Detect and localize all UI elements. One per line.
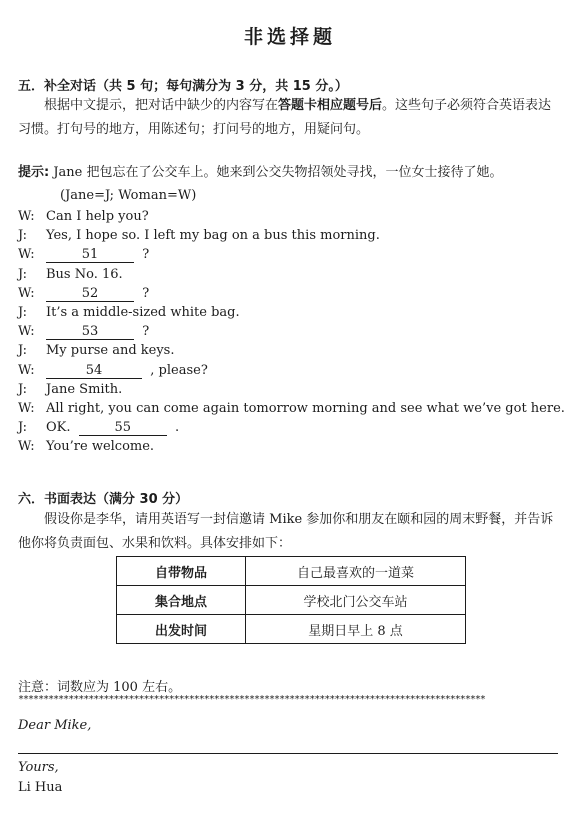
- table-row: [117, 557, 466, 586]
- word-count-note: 注意：词数应为 100 左右。: [18, 680, 182, 695]
- speaker-label: J:: [18, 420, 28, 436]
- dialogue-text: Yes, I hope so. I left my bag on a bus this morning.: [46, 228, 380, 244]
- section-5-heading: 五．补全对话（共 5 句；每句满分为 3 分，共 15 分。）: [18, 79, 348, 94]
- dialogue-line: [18, 341, 564, 361]
- line-ending: ?: [142, 324, 150, 340]
- answer-blank[interactable]: 54: [46, 363, 142, 379]
- dialogue-line: [18, 437, 564, 457]
- table-detail-cell: 自己最喜欢的一道菜: [246, 557, 466, 586]
- speaker-label: W:: [18, 247, 35, 263]
- dialogue-line: [18, 418, 564, 438]
- dialogue-line: [18, 226, 564, 246]
- line-ending: , please?: [150, 362, 208, 378]
- hint-label: 提示:: [18, 165, 50, 180]
- dialogue-text: Bus No. 16.: [46, 266, 123, 282]
- arrangement-table: [116, 556, 466, 644]
- speaker-label: J:: [18, 305, 28, 320]
- letter-salutation: Dear Mike,: [18, 718, 92, 733]
- table-detail-cell: 星期日早上 8 点: [246, 615, 466, 644]
- instruction-text-end: 。这些句子必须符合英语表达习惯。打句号的地方，用陈述句；打问号的地方，用疑问句。: [18, 98, 552, 137]
- answer-blank[interactable]: 52: [46, 286, 134, 302]
- section-6-instruction: 假设你是李华，请用英语写一封信邀请 Mike 参加你和朋友在颐和园的周末野餐，并告诉他你将负责面包、水果和饮料。具体安排如下：: [18, 512, 554, 551]
- letter-signature: Li Hua: [18, 780, 63, 795]
- dialogue-line: [18, 265, 564, 285]
- answer-blank[interactable]: 51: [46, 247, 134, 263]
- dialogue-line: [18, 284, 564, 304]
- writing-line: [18, 753, 558, 754]
- dialogue-text: My purse and keys.: [46, 343, 175, 359]
- speaker-label: W:: [18, 401, 35, 416]
- speaker-label: J:: [18, 228, 28, 244]
- speaker-label: W:: [18, 439, 35, 455]
- speaker-label: W:: [18, 324, 35, 340]
- dialogue-text: It’s a middle-sized white bag.: [46, 305, 240, 320]
- section-6-heading: 六．书面表达（满分 30 分）: [18, 492, 189, 507]
- speaker-label: J:: [18, 381, 28, 397]
- speaker-label: J:: [18, 343, 28, 359]
- dialogue-line: [18, 361, 564, 381]
- line-ending: ?: [142, 247, 150, 263]
- speaker-label: J:: [18, 266, 28, 282]
- role-legend: (Jane=J; Woman=W): [60, 188, 197, 203]
- dialogue-line: [18, 245, 564, 265]
- line-ending: .: [175, 420, 180, 436]
- table-item-cell: 集合地点: [117, 586, 246, 615]
- table-row: [117, 586, 466, 615]
- dialogue-line: [18, 322, 564, 342]
- answer-blank[interactable]: 55: [79, 420, 167, 436]
- dialogue-line: [18, 380, 564, 400]
- table-item-cell: 出发时间: [117, 615, 246, 644]
- table-detail-cell: 学校北门公交车站: [246, 586, 466, 615]
- table-row: [117, 615, 466, 644]
- table-item-cell: 自带物品: [117, 557, 246, 586]
- section-5-instruction: [18, 94, 564, 142]
- letter-closing: Yours,: [18, 760, 59, 775]
- hint-text: Jane 把包忘在了公交车上。她来到公交失物招领处寻找，一位女士接待了她。: [53, 165, 503, 180]
- star-separator: *********************************************************************************************: [18, 694, 485, 705]
- dialogue-line: [18, 207, 564, 227]
- instruction-emphasis: 答题卡相应题号后: [278, 98, 383, 113]
- instruction-text-start: 根据中文提示，把对话中缺少的内容写在: [44, 98, 279, 113]
- answer-blank[interactable]: 53: [46, 324, 134, 340]
- dialogue-line: [18, 303, 564, 323]
- dialogue-text: You’re welcome.: [46, 439, 155, 455]
- dialogue-text: Jane Smith.: [46, 381, 123, 397]
- page-title: 非选择题: [243, 26, 336, 48]
- dialogue-hint: [18, 162, 564, 184]
- dialogue-text: OK.: [46, 420, 71, 436]
- speaker-label: W:: [18, 362, 35, 378]
- dialogue-text: Can I help you?: [46, 209, 149, 224]
- speaker-label: W:: [18, 285, 35, 301]
- line-ending: ?: [142, 285, 150, 301]
- dialogue-line: [18, 399, 564, 419]
- dialogue-text: All right, you can come again tomorrow morning and see what we’ve got here.: [46, 401, 565, 416]
- speaker-label: W:: [18, 209, 35, 224]
